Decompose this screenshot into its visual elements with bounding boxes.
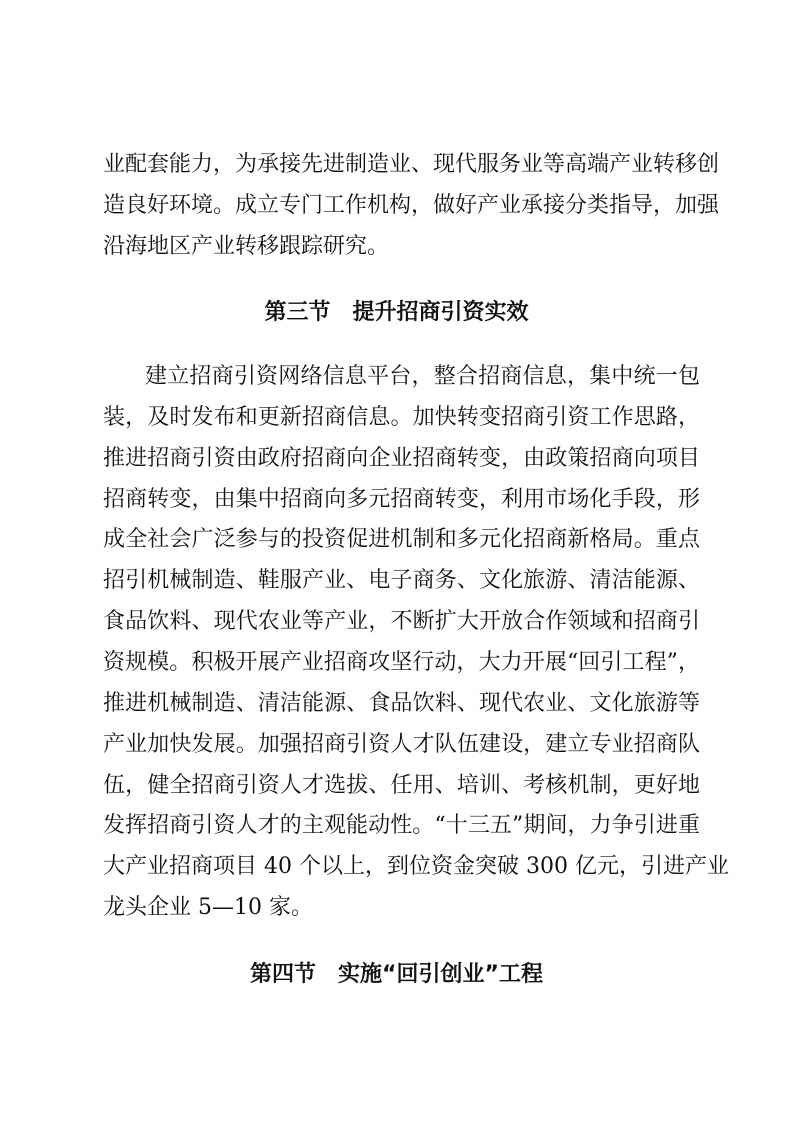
text-line: 招商转变，由集中招商向多元招商转变，利用市场化手段，形	[103, 486, 700, 512]
text-line: 招引机械制造、鞋服产业、电子商务、文化旅游、清洁能源、	[103, 568, 700, 594]
text-line: 沿海地区产业转移跟踪研究。	[103, 234, 390, 259]
text-line: 大产业招商项目 40 个以上，到位资金突破 300 亿元，引进产业	[103, 854, 729, 880]
text-line: 推进机械制造、清洁能源、食品饮料、现代农业、文化旅游等	[103, 690, 700, 716]
text-line: 伍，健全招商引资人才选拔、任用、培训、考核机制，更好地	[103, 772, 700, 798]
text-line: 龙头企业 5—10 家。	[103, 895, 313, 921]
text-line: 发挥招商引资人才的主观能动性。“十三五”期间，力争引进重	[103, 813, 700, 839]
text-line: 推进招商引资由政府招商向企业招商转变，由政策招商向项目	[103, 445, 700, 471]
section-heading: 第三节 提升招商引资实效	[264, 300, 529, 325]
text-line: 成全社会广泛参与的投资促进机制和多元化招商新格局。重点	[103, 527, 700, 553]
text-line: 产业加快发展。加强招商引资人才队伍建设，建立专业招商队	[103, 731, 700, 757]
text-line: 资规模。积极开展产业招商攻坚行动，大力开展“回引工程”，	[103, 649, 700, 675]
text-line: 业配套能力，为承接先进制造业、现代服务业等高端产业转移创	[103, 152, 720, 177]
text-line: 装，及时发布和更新招商信息。加快转变招商引资工作思路，	[103, 404, 700, 430]
text-line: 建立招商引资网络信息平台，整合招商信息，集中统一包	[145, 364, 700, 389]
text-line: 造良好环境。成立专门工作机构，做好产业承接分类指导，加强	[103, 193, 720, 218]
section-heading: 第四节 实施“回引创业”工程	[250, 962, 543, 987]
text-line: 食品饮料、现代农业等产业，不断扩大开放合作领域和招商引	[103, 609, 700, 635]
